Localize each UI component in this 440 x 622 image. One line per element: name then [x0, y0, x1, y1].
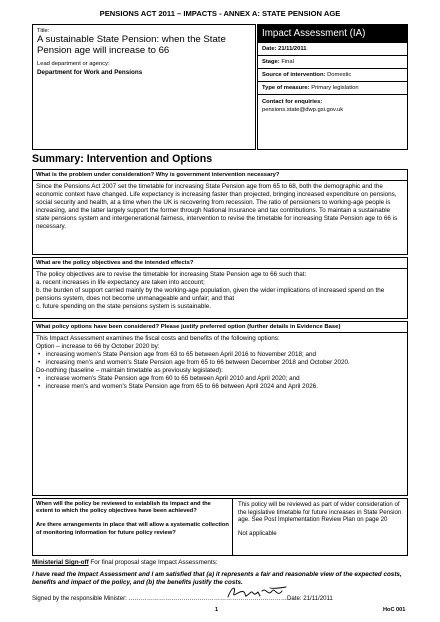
ministerial-signoff: [32, 559, 408, 587]
options-question: What policy options have been considered? Please justify preferred option (further details in Evidence Base): [33, 322, 407, 333]
signoff-label: Ministerial Sign-off: [32, 559, 89, 566]
review-questions: [33, 499, 233, 555]
ia-date: Date: 21/11/2011: [258, 43, 407, 56]
review-question-1: When will the policy be reviewed to establish its impact and the extent to which the policy objectives have been achieved?: [36, 501, 211, 515]
problem-question: What is the problem under consideration? Why is government intervention necessary?: [33, 170, 407, 181]
list-item: • increasing men's and women's State Pension age from 65 to 66 between December 2018 and October 2020.: [46, 359, 404, 367]
objectives-intro: The policy objectives are to revise the timetable for increasing State Pension age to 66 such that:: [36, 271, 307, 278]
objective-item: c. future spending on the state pensions system is sustainable.: [36, 303, 212, 310]
review-section: [32, 498, 408, 556]
review-answers: [234, 499, 408, 555]
ia-measure: Type of measure: Primary legislation: [258, 82, 407, 95]
signature-line: Signed by the responsible Minister: ……………………………………………………………………Date: 21/11/2011: [32, 595, 333, 602]
ia-heading: Impact Assessment (IA): [258, 25, 407, 43]
contact-email[interactable]: pensions.state@dwp.gsi.gov.uk: [262, 107, 344, 113]
do-nothing-list: [36, 375, 404, 391]
problem-section: [32, 169, 408, 255]
lead-department-label: Lead department or agency:: [37, 61, 110, 68]
review-answer-2: Not applicable: [238, 529, 277, 537]
review-question-2: Are there arrangements in place that will allow a systematic collection of monitoring information for future policy review?: [36, 522, 229, 536]
department-name: Department for Work and Pensions: [37, 69, 143, 77]
review-answer-1: This policy will be reviewed as part of wider consideration of the legislative timetable for future increases in State Pension age. See Post Implementation Review Plan on page 20: [238, 501, 402, 524]
problem-text: Since the Pensions Act 2007 set the timetable for increasing State Pension age from 65 to 68, both the demographic and the economic context have changed. Life expectancy is increasing faster than projected, bringing increased expenditure on pensions, social security and health, at a time when the UK is recovering from recession. The ratio of pensioners to working-age people is increasing, and the latter largely support the former through National Insurance and tax contributions. To maintain a sustainable state pensions system and intergenerational fairness, intervention to revise the timetable for increasing State Pension age to 66 is necessary.: [36, 183, 398, 230]
ia-contact: Contact for enquiries: pensions.state@dwp.gsi.gov.uk: [262, 99, 344, 113]
list-item: • increasing women's State Pension age from 63 to 65 between April 2016 to November 2018; and: [46, 351, 404, 359]
options-intro: This Impact Assessment examines the fiscal costs and benefits of the following options:: [36, 335, 280, 342]
objectives-question: What are the policy objectives and the intended effects?: [33, 258, 407, 269]
signoff-label-suffix: For final proposal stage Impact Assessments:: [88, 559, 218, 566]
summary-title: Summary: Intervention and Options: [32, 153, 213, 165]
ia-source: Source of intervention: Domestic: [258, 69, 407, 82]
page-header: PENSIONS ACT 2011 – IMPACTS - ANNEX A: STATE PENSION AGE: [99, 9, 341, 18]
list-item: • increase women's State Pension age from 60 to 65 between April 2010 and April 2020; and: [46, 375, 404, 383]
document-code: HoC 001: [383, 607, 406, 613]
option-list: [36, 351, 404, 367]
do-nothing-heading: Do-nothing (baseline – maintain timetable as previously legislated):: [36, 367, 223, 374]
page-number: 1: [215, 607, 219, 613]
ia-stage: Stage: Final: [258, 56, 407, 69]
option-heading: Option – increase to 66 by October 2020 by:: [36, 343, 160, 350]
title-box: [32, 24, 256, 150]
title-label: Title:: [37, 28, 50, 34]
objective-item: a. recent increases in life expectancy are taken into account;: [36, 279, 205, 286]
objective-item: b. the burden of support carried mainly by the working-age population, given the wider implications of increased spend on the pensions system, does not become unmanageable and unfair; and that: [36, 287, 385, 302]
signoff-statement: I have read the Impact Assessment and I am satisfied that (a) it represents a fair and reasonable view of the expected costs, benefits and impact of the policy, and (b) the benefits justify the costs.: [32, 571, 402, 586]
options-section: [32, 321, 408, 496]
objectives-section: [32, 257, 408, 319]
impact-assessment-box: [257, 24, 408, 150]
ia-title: A sustainable State Pension: when the State Pension age will increase to 66: [37, 34, 226, 56]
list-item: • increase men's and women's State Pension age from 65 to 66 between April 2024 and April 2026.: [46, 383, 404, 391]
